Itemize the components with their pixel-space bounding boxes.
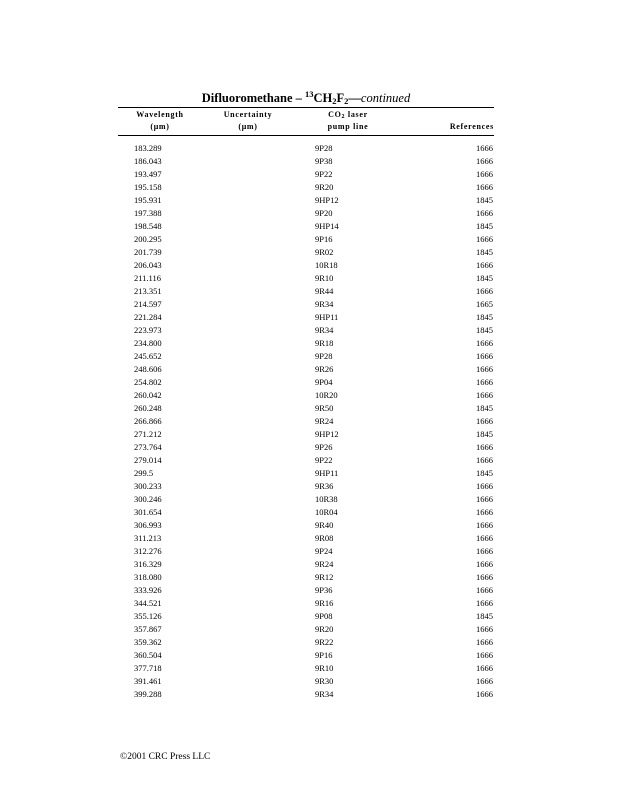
- cell-wavelength: 213.351: [134, 286, 162, 296]
- cell-wavelength: 399.288: [134, 689, 162, 699]
- table-row: [118, 493, 494, 506]
- cell-reference: 1845: [476, 247, 493, 257]
- cell-reference: 1666: [476, 689, 493, 699]
- table-row: [118, 207, 494, 220]
- header-co2-post: laser: [345, 110, 368, 119]
- cell-reference: 1666: [476, 182, 493, 192]
- cell-pump-line: 9HP12: [315, 429, 339, 439]
- cell-wavelength: 301.654: [134, 507, 162, 517]
- table-row: [118, 415, 494, 428]
- cell-wavelength: 318.080: [134, 572, 162, 582]
- title-continued: continued: [360, 91, 411, 105]
- cell-pump-line: 9P26: [315, 442, 333, 452]
- cell-reference: 1666: [476, 286, 493, 296]
- cell-reference: 1666: [476, 455, 493, 465]
- table-row: [118, 311, 494, 324]
- table-row: [118, 467, 494, 480]
- cell-pump-line: 9P22: [315, 455, 333, 465]
- cell-pump-line: 9R10: [315, 663, 334, 673]
- cell-pump-line: 9R20: [315, 182, 334, 192]
- cell-reference: 1666: [476, 533, 493, 543]
- cell-pump-line: 9HP11: [315, 468, 339, 478]
- cell-reference: 1666: [476, 208, 493, 218]
- table-row: [118, 181, 494, 194]
- cell-wavelength: 211.116: [134, 273, 161, 283]
- header-co2-pre: CO: [328, 110, 342, 119]
- cell-reference: 1666: [476, 585, 493, 595]
- cell-pump-line: 9R44: [315, 286, 334, 296]
- table-row: [118, 168, 494, 181]
- table-row: [118, 597, 494, 610]
- cell-wavelength: 391.461: [134, 676, 162, 686]
- header-co2-sub: 2: [341, 114, 346, 120]
- cell-pump-line: 9R02: [315, 247, 334, 257]
- cell-reference: 1666: [476, 572, 493, 582]
- cell-reference: 1666: [476, 650, 493, 660]
- cell-wavelength: 201.739: [134, 247, 162, 257]
- cell-wavelength: 355.126: [134, 611, 162, 621]
- cell-wavelength: 273.764: [134, 442, 162, 452]
- cell-reference: 1666: [476, 559, 493, 569]
- table-row: [118, 649, 494, 662]
- title-sub-b: 2: [344, 96, 349, 106]
- cell-pump-line: 10R38: [315, 494, 338, 504]
- cell-reference: 1666: [476, 390, 493, 400]
- cell-pump-line: 9P28: [315, 143, 333, 153]
- cell-reference: 1666: [476, 234, 493, 244]
- header-pump-line: pump line: [327, 122, 369, 131]
- cell-reference: 1666: [476, 546, 493, 556]
- table-row: [118, 142, 494, 155]
- table-row: [118, 155, 494, 168]
- table-row: [118, 389, 494, 402]
- cell-pump-line: 9R40: [315, 520, 334, 530]
- cell-wavelength: 306.993: [134, 520, 162, 530]
- cell-wavelength: 311.213: [134, 533, 162, 543]
- cell-pump-line: 9P28: [315, 351, 333, 361]
- cell-reference: 1666: [476, 676, 493, 686]
- table-row: [118, 688, 494, 701]
- cell-wavelength: 260.248: [134, 403, 162, 413]
- cell-reference: 1666: [476, 338, 493, 348]
- cell-wavelength: 357.867: [134, 624, 162, 634]
- title-main: Difluoromethane –: [201, 91, 306, 105]
- cell-pump-line: 9R26: [315, 364, 334, 374]
- table-row: [118, 454, 494, 467]
- cell-pump-line: 9R20: [315, 624, 334, 634]
- table-row: [118, 194, 494, 207]
- cell-pump-line: 9R08: [315, 533, 334, 543]
- cell-wavelength: 245.652: [134, 351, 162, 361]
- cell-reference: 1665: [476, 299, 493, 309]
- cell-wavelength: 183.289: [134, 143, 162, 153]
- cell-wavelength: 198.548: [134, 221, 162, 231]
- cell-wavelength: 271.212: [134, 429, 162, 439]
- cell-reference: 1666: [476, 520, 493, 530]
- cell-pump-line: 9R34: [315, 325, 334, 335]
- cell-pump-line: 9R22: [315, 637, 334, 647]
- table-title: [118, 91, 494, 106]
- cell-reference: 1666: [476, 624, 493, 634]
- table-row: [118, 584, 494, 597]
- cell-pump-line: 9R50: [315, 403, 334, 413]
- cell-pump-line: 9P22: [315, 169, 333, 179]
- cell-pump-line: 9R30: [315, 676, 334, 686]
- table-row: [118, 233, 494, 246]
- table-row: [118, 480, 494, 493]
- cell-pump-line: 9R16: [315, 598, 334, 608]
- cell-wavelength: 299.5: [134, 468, 154, 478]
- cell-wavelength: 200.295: [134, 234, 162, 244]
- cell-wavelength: 193.497: [134, 169, 162, 179]
- title-isotope: 13: [305, 89, 314, 99]
- cell-reference: 1666: [476, 364, 493, 374]
- cell-pump-line: 9P16: [315, 650, 333, 660]
- title-formula-b: F: [336, 91, 345, 105]
- cell-wavelength: 195.931: [134, 195, 162, 205]
- header-bottom-rule: [118, 135, 494, 136]
- cell-wavelength: 312.276: [134, 546, 162, 556]
- cell-wavelength: 206.043: [134, 260, 162, 270]
- cell-wavelength: 344.521: [134, 598, 162, 608]
- cell-pump-line: 10R20: [315, 390, 338, 400]
- cell-reference: 1845: [476, 468, 493, 478]
- cell-pump-line: 9R34: [315, 299, 334, 309]
- cell-reference: 1845: [476, 195, 493, 205]
- cell-pump-line: 10R18: [315, 260, 338, 270]
- cell-reference: 1666: [476, 416, 493, 426]
- cell-wavelength: 360.504: [134, 650, 162, 660]
- cell-wavelength: 234.800: [134, 338, 162, 348]
- cell-wavelength: 214.597: [134, 299, 162, 309]
- table-row: [118, 272, 494, 285]
- table-body: [118, 142, 494, 701]
- cell-reference: 1845: [476, 221, 493, 231]
- cell-reference: 1845: [476, 312, 493, 322]
- cell-reference: 1845: [476, 403, 493, 413]
- header-references: References: [449, 122, 494, 131]
- header-wavelength: [118, 109, 202, 133]
- table-row: [118, 246, 494, 259]
- cell-pump-line: 9R36: [315, 481, 334, 491]
- table-row: [118, 337, 494, 350]
- table-row: [118, 636, 494, 649]
- table-row: [118, 506, 494, 519]
- cell-reference: 1666: [476, 351, 493, 361]
- header-uncertainty-unit: (μm): [238, 122, 258, 131]
- table-row: [118, 558, 494, 571]
- table-row: [118, 376, 494, 389]
- cell-wavelength: 197.388: [134, 208, 162, 218]
- cell-wavelength: 300.233: [134, 481, 162, 491]
- cell-pump-line: 9P36: [315, 585, 333, 595]
- cell-reference: 1666: [476, 143, 493, 153]
- cell-reference: 1845: [476, 325, 493, 335]
- cell-pump-line: 9HP11: [315, 312, 339, 322]
- cell-reference: 1666: [476, 260, 493, 270]
- cell-reference: 1666: [476, 494, 493, 504]
- table-row: [118, 428, 494, 441]
- header-top-rule: [118, 107, 494, 108]
- header-uncertainty: [206, 109, 290, 133]
- header-wavelength-unit: (μm): [150, 122, 170, 131]
- cell-pump-line: 9HP12: [315, 195, 339, 205]
- cell-reference: 1666: [476, 663, 493, 673]
- table-row: [118, 441, 494, 454]
- header-wavelength-label: Wavelength: [136, 110, 184, 119]
- cell-wavelength: 248.606: [134, 364, 162, 374]
- cell-wavelength: 266.866: [134, 416, 162, 426]
- cell-pump-line: 9R24: [315, 416, 334, 426]
- cell-wavelength: 300.246: [134, 494, 162, 504]
- table-row: [118, 350, 494, 363]
- cell-wavelength: 186.043: [134, 156, 162, 166]
- cell-wavelength: 221.284: [134, 312, 162, 322]
- cell-pump-line: 9R34: [315, 689, 334, 699]
- table-row: [118, 675, 494, 688]
- cell-reference: 1666: [476, 442, 493, 452]
- table-row: [118, 285, 494, 298]
- table-row: [118, 363, 494, 376]
- cell-pump-line: 10R04: [315, 507, 338, 517]
- cell-reference: 1666: [476, 481, 493, 491]
- table-row: [118, 610, 494, 623]
- table-row: [118, 259, 494, 272]
- table-row: [118, 662, 494, 675]
- cell-reference: 1666: [476, 598, 493, 608]
- cell-reference: 1666: [476, 507, 493, 517]
- cell-reference: 1666: [476, 377, 493, 387]
- table-row: [118, 324, 494, 337]
- cell-wavelength: 195.158: [134, 182, 162, 192]
- cell-wavelength: 377.718: [134, 663, 162, 673]
- header-co2-line1: [306, 109, 390, 121]
- cell-pump-line: 9R10: [315, 273, 334, 283]
- cell-wavelength: 223.973: [134, 325, 162, 335]
- cell-wavelength: 333.926: [134, 585, 162, 595]
- table-row: [118, 571, 494, 584]
- cell-reference: 1845: [476, 429, 493, 439]
- table-row: [118, 532, 494, 545]
- table-row: [118, 298, 494, 311]
- cell-pump-line: 9R12: [315, 572, 334, 582]
- title-sub-a: 2: [332, 96, 337, 106]
- table-row: [118, 220, 494, 233]
- table-row: [118, 623, 494, 636]
- table-row: [118, 402, 494, 415]
- cell-reference: 1845: [476, 273, 493, 283]
- cell-wavelength: 316.329: [134, 559, 162, 569]
- cell-pump-line: 9P04: [315, 377, 333, 387]
- cell-pump-line: 9R18: [315, 338, 334, 348]
- header-co2-laser: [306, 109, 390, 133]
- copyright-footer: ©2001 CRC Press LLC: [120, 752, 211, 762]
- cell-wavelength: 279.014: [134, 455, 162, 465]
- cell-pump-line: 9HP14: [315, 221, 339, 231]
- cell-pump-line: 9R24: [315, 559, 334, 569]
- cell-reference: 1666: [476, 169, 493, 179]
- title-dash: —: [348, 91, 361, 105]
- cell-wavelength: 260.042: [134, 390, 162, 400]
- cell-reference: 1666: [476, 637, 493, 647]
- cell-reference: 1666: [476, 156, 493, 166]
- table-row: [118, 545, 494, 558]
- cell-pump-line: 9P24: [315, 546, 333, 556]
- cell-pump-line: 9P38: [315, 156, 333, 166]
- cell-pump-line: 9P08: [315, 611, 333, 621]
- title-formula-a: CH: [313, 91, 333, 105]
- cell-pump-line: 9P20: [315, 208, 333, 218]
- cell-wavelength: 359.362: [134, 637, 162, 647]
- table-row: [118, 519, 494, 532]
- cell-reference: 1845: [476, 611, 493, 621]
- cell-wavelength: 254.802: [134, 377, 162, 387]
- header-uncertainty-label: Uncertainty: [223, 110, 273, 119]
- cell-pump-line: 9P16: [315, 234, 333, 244]
